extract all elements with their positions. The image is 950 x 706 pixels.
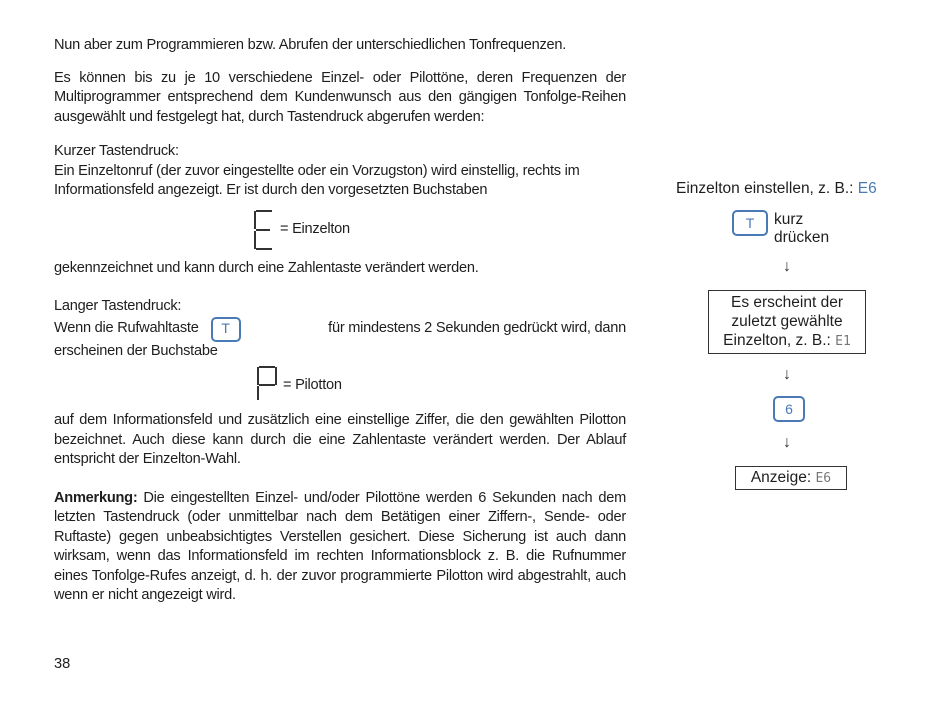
pilotton-symbol-row — [54, 367, 626, 405]
note-text: Die eingestellten Einzel- und/oder Pilottöne werden 6 Sekunden nach dem letzten Tastendruck (oder unmittelbar nach dem Betätigen einer Ziffern-, Sende- oder Ruftaste) gegen unbeabsichtigtes Verstellen gesichert. Diese Sicherung ist auch dann wirksam, wenn das Informationsfeld im rechten Informationsblock z. B. die Rufnummer eines Tonfolge-Rufes anzeigt, d. h. der zuvor programmierte Pilotton wird abgestrahlt, auch wenn er nicht angezeigt wird. — [54, 489, 626, 603]
box1-line3 — [709, 331, 865, 351]
long-press-text-b: für mindestens 2 Sekunden gedrückt wird, dann — [328, 320, 626, 337]
page-number: 38 — [54, 656, 71, 672]
kurz-label: kurz — [774, 211, 804, 228]
arrow-down-icon: ↓ — [783, 258, 791, 275]
einzelton-label: = Einzelton — [280, 220, 350, 237]
long-press-line — [54, 317, 626, 342]
einzelton-followup: gekennzeichnet und kann durch eine Zahlentaste verändert werden. — [54, 259, 479, 276]
main-text-column — [54, 36, 626, 606]
box1-line2: zuletzt gewählte — [731, 313, 843, 330]
tone-paragraph: Es können bis zu je 10 verschiedene Einzel- oder Pilottöne, deren Frequenzen der Multiprogrammer entsprechend dem Kundenwunsch aus den gängigen Tonfolge-Reihen ausgewählt und festgelegt hat, durch Tastendruck abgerufen werden: — [54, 69, 626, 125]
long-press-text-c: erscheinen der Buchstabe — [54, 342, 218, 359]
arrow-down-icon: ↓ — [783, 366, 791, 383]
short-press-heading: Kurzer Tastendruck: — [54, 143, 179, 159]
box1-line3-text: Einzelton, z. B.: — [723, 332, 836, 349]
segment-e-icon — [254, 210, 274, 250]
druecken-label: drücken — [774, 229, 830, 246]
short-press-text: Ein Einzeltonruf (der zuvor eingestellte oder ein Vorzugston) wird einstellig, rechts im Informationsfeld angezeigt. Er ist durch den vorgesetzten Buchstaben — [54, 162, 580, 198]
side-title — [676, 180, 877, 198]
display-box-2 — [735, 466, 847, 490]
note-label: Anmerkung: — [54, 489, 138, 506]
pilotton-followup: auf dem Informationsfeld und zusätzlich eine einstellige Ziffer, die den gewählten Pilotton bezeichnet. Auch diese kann durch die eine Zahlentaste verändert werden. Der Ablauf entspricht der Einzelton-Wahl. — [54, 412, 626, 467]
segment-p-icon — [257, 366, 277, 406]
display-box-1 — [708, 290, 866, 354]
intro-paragraph: Nun aber zum Programmieren bzw. Abrufen der unterschiedlichen Tonfrequenzen. — [54, 37, 567, 53]
einzelton-symbol-row — [54, 207, 626, 253]
box1-lcd: E1 — [835, 334, 851, 349]
box2-label: Anzeige: — [750, 469, 816, 486]
six-key-icon: 6 — [773, 396, 805, 422]
long-press-heading: Langer Tastendruck: — [54, 298, 182, 314]
note-paragraph — [54, 489, 626, 606]
box1-line1: Es erscheint der — [731, 294, 843, 311]
t-key-icon: T — [732, 210, 768, 236]
arrow-down-icon: ↓ — [783, 434, 791, 451]
side-title-code: E6 — [857, 180, 877, 197]
t-key-icon: T — [211, 317, 241, 342]
box2-lcd: E6 — [815, 471, 832, 486]
long-press-text-a: Wenn die Rufwahltaste — [54, 320, 199, 337]
side-title-text: Einzelton einstellen, z. B.: — [676, 180, 858, 197]
pilotton-label: = Pilotton — [283, 377, 342, 394]
